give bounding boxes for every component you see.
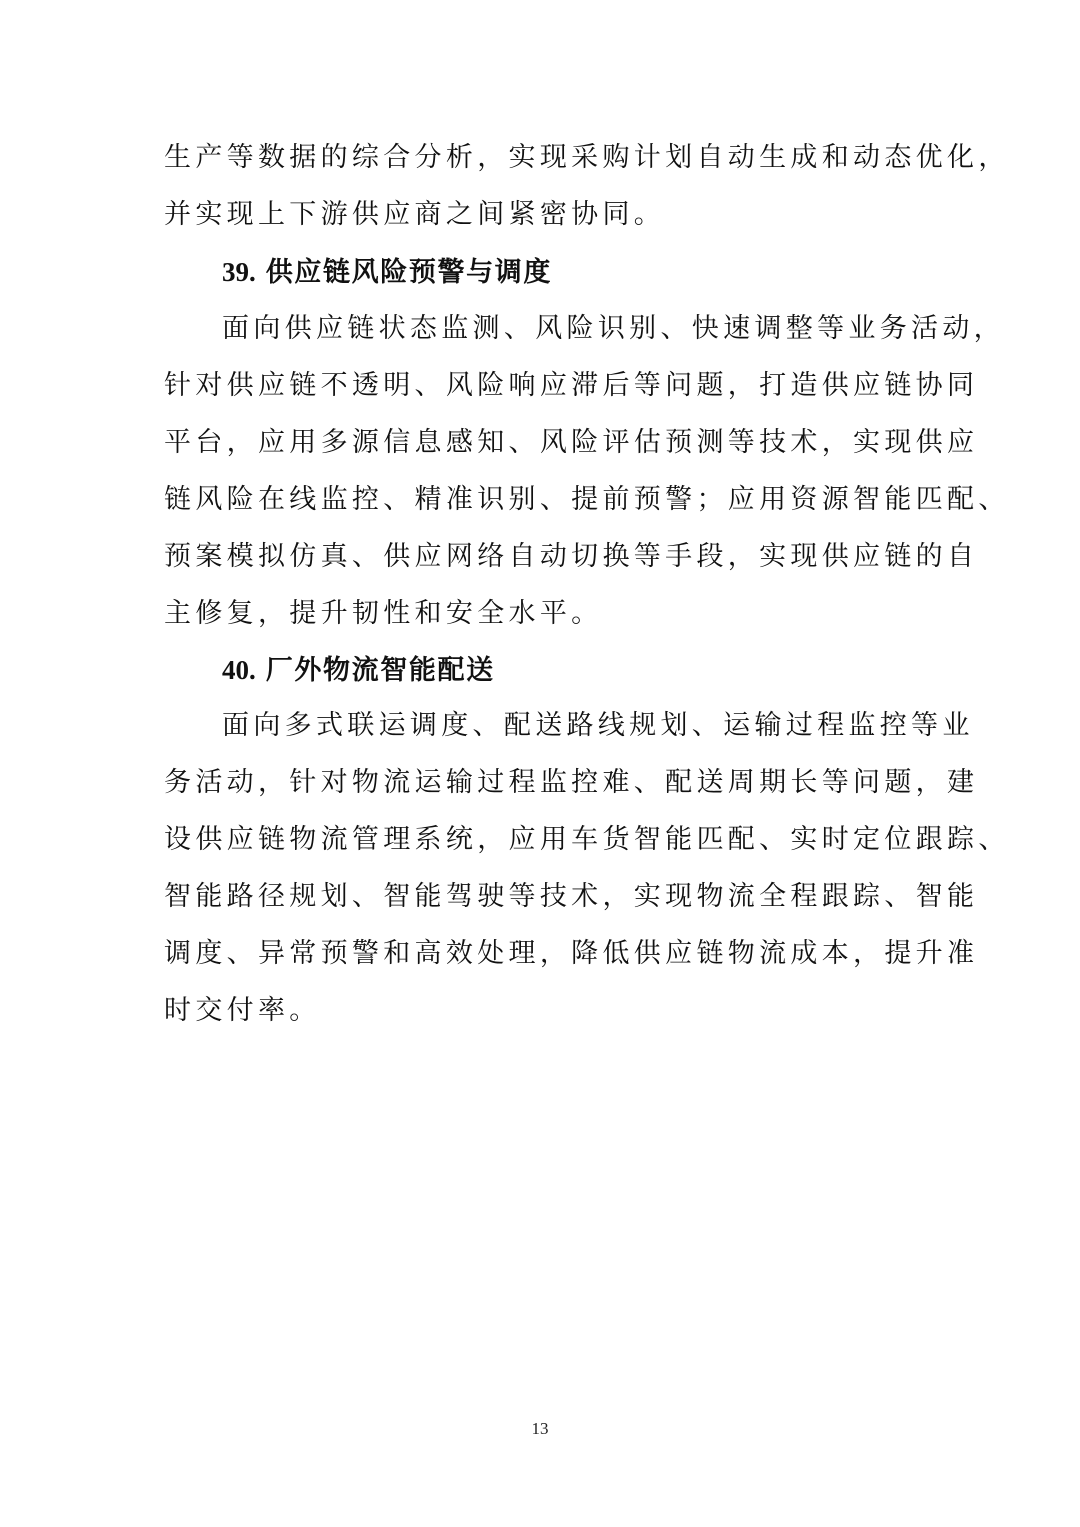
- section-39-line-4: 链风险在线监控、精准识别、提前预警；应用资源智能匹配、: [164, 484, 1010, 515]
- section-39-heading: [222, 252, 552, 292]
- section-40-title: 厂外物流智能配送: [265, 655, 495, 686]
- section-40-line-3: 设供应链物流管理系统，应用车货智能匹配、实时定位跟踪、: [164, 824, 1010, 855]
- intro-line-2: 并实现上下游供应商之间紧密协同。: [164, 199, 666, 230]
- section-39-title: 供应链风险预警与调度: [265, 257, 552, 288]
- section-40-number: 40.: [222, 655, 256, 685]
- section-39-line-3: 平台，应用多源信息感知、风险评估预测等技术，实现供应: [164, 427, 979, 458]
- section-39-number: 39.: [222, 257, 256, 287]
- section-39-line-2: 针对供应链不透明、风险响应滞后等问题，打造供应链协同: [164, 370, 979, 401]
- page-number: 13: [531, 1419, 549, 1438]
- section-40-line-2: 务活动，针对物流运输过程监控难、配送周期长等问题，建: [164, 767, 979, 798]
- section-39-line-6: 主修复，提升韧性和安全水平。: [164, 598, 603, 629]
- section-40-heading: [222, 650, 495, 690]
- section-39-line-1: 面向供应链状态监测、风险识别、快速调整等业务活动，: [222, 313, 1005, 344]
- section-39-line-5: 预案模拟仿真、供应网络自动切换等手段，实现供应链的自: [164, 541, 979, 572]
- intro-line-1: 生产等数据的综合分析，实现采购计划自动生成和动态优化，: [164, 142, 1010, 173]
- section-40-line-5: 调度、异常预警和高效处理，降低供应链物流成本，提升准: [164, 938, 979, 969]
- section-40-line-4: 智能路径规划、智能驾驶等技术，实现物流全程跟踪、智能: [164, 881, 979, 912]
- section-40-line-6: 时交付率。: [164, 995, 321, 1026]
- section-40-line-1: 面向多式联运调度、配送路线规划、运输过程监控等业: [222, 710, 974, 741]
